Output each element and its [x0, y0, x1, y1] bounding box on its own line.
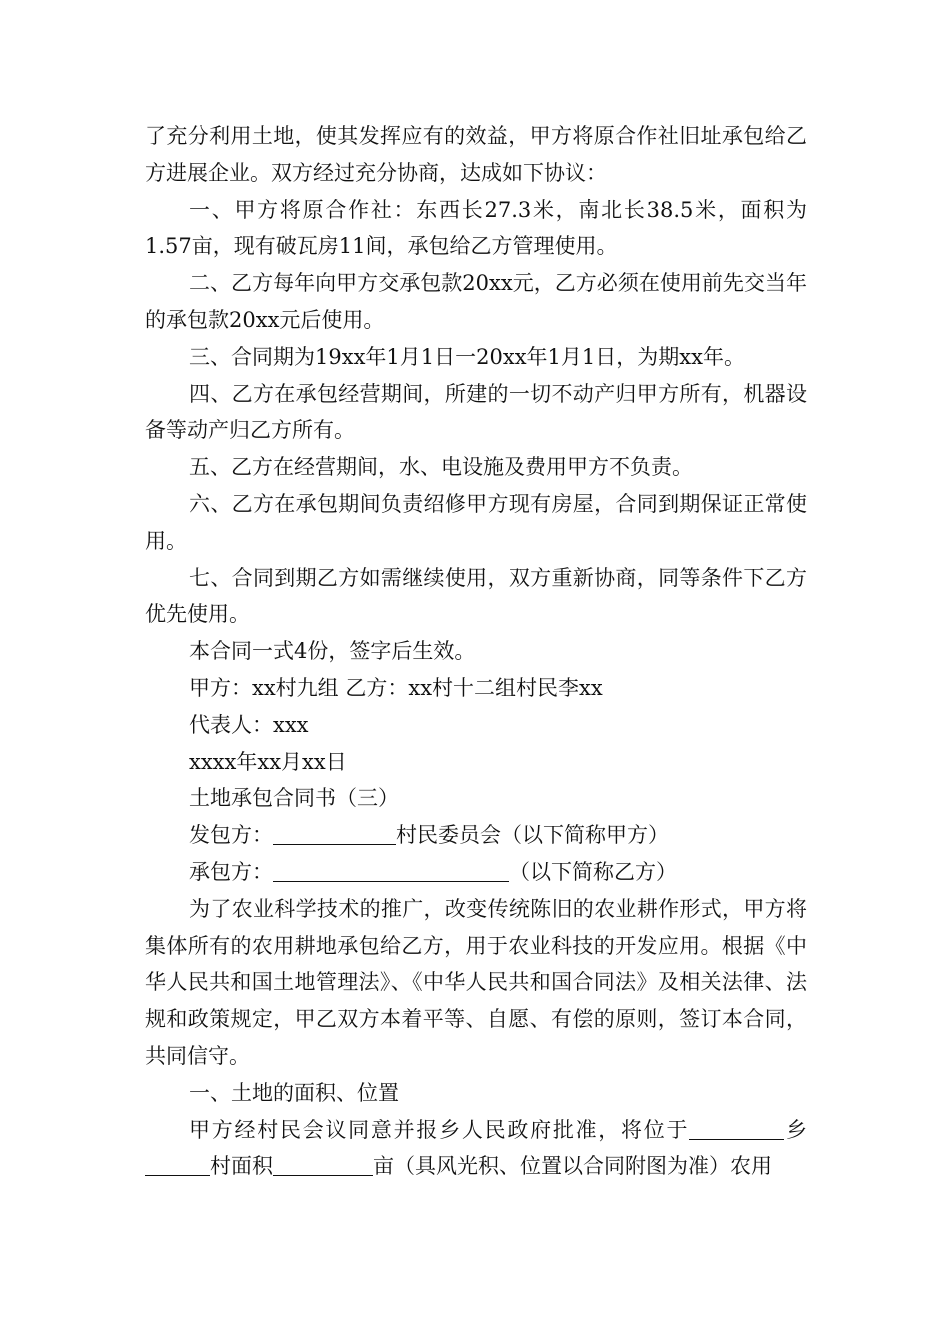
section-1-text-b: 乡 [784, 1117, 808, 1142]
clause-6: 六、乙方在承包期间负责绍修甲方现有房屋，合同到期保证正常使用。 [145, 491, 807, 553]
clause-7: 七、合同到期乙方如需继续使用，双方重新协商，同等条件下乙方优先使用。 [145, 565, 807, 627]
document-page [145, 118, 807, 1185]
section-1-title: 一、土地的面积、位置 [189, 1080, 399, 1105]
village-blank [145, 1151, 210, 1176]
area-blank [273, 1151, 373, 1176]
copies-note: 本合同一式4份，签字后生效。 [189, 639, 476, 664]
contract-title: 土地承包合同书（三） [189, 786, 399, 811]
section-1-text-a: 甲方经村民会议同意并报乡人民政府批准，将位于 [189, 1117, 690, 1142]
contractor-label: 承包方： [189, 859, 273, 884]
section-1-text-d: 亩（具风光积、位置以合同附图为准）农用 [373, 1154, 772, 1179]
clause-4: 四、乙方在承包经营期间，所建的一切不动产归甲方所有，机器设备等动产归乙方所有。 [145, 381, 807, 443]
intro-paragraph: 为了农业科学技术的推广，改变传统陈旧的农业耕作形式，甲方将集体所有的农用耕地承包给乙方，用于农业科技的开发应用。根据《中华人民共和国土地管理法》、《中华人民共和国合同法》及相关法律、法规和政策规定，甲乙双方本着平等、自愿、有偿的原则，签订本合同，共同信守。 [145, 896, 807, 1068]
paragraph-opening: 了充分利用土地，使其发挥应有的效益，甲方将原合作社旧址承包给乙方进展企业。双方经过充分协商，达成如下协议： [145, 124, 807, 185]
section-1-text [145, 1112, 807, 1186]
parties-line: 甲方：xx村九组 乙方：xx村十二组村民李xx [189, 675, 603, 700]
contractor-suffix: （以下简称乙方） [509, 859, 677, 884]
issuer-line [145, 817, 807, 854]
contractor-line [145, 854, 807, 891]
clause-2: 二、乙方每年向甲方交承包款20xx元，乙方必须在使用前先交当年的承包款20xx元后使用。 [145, 271, 807, 332]
date-line: xxxx年xx月xx日 [189, 749, 347, 774]
clause-5: 五、乙方在经营期间，水、电设施及费用甲方不负责。 [189, 455, 693, 480]
issuer-suffix: 村民委员会（以下简称甲方） [396, 823, 669, 848]
clause-3: 三、合同期为19xx年1月1日一20xx年1月1日，为期xx年。 [189, 344, 745, 369]
clause-1: 一、甲方将原合作社：东西长27.3米，南北长38.5米，面积为1.57亩，现有破瓦房11间，承包给乙方管理使用。 [145, 197, 807, 259]
issuer-blank [273, 820, 396, 845]
contractor-blank [273, 857, 509, 882]
section-1-text-c: 村面积 [210, 1154, 273, 1179]
representative-line: 代表人：xxx [189, 712, 309, 737]
township-blank [689, 1115, 784, 1140]
issuer-label: 发包方： [189, 823, 273, 848]
